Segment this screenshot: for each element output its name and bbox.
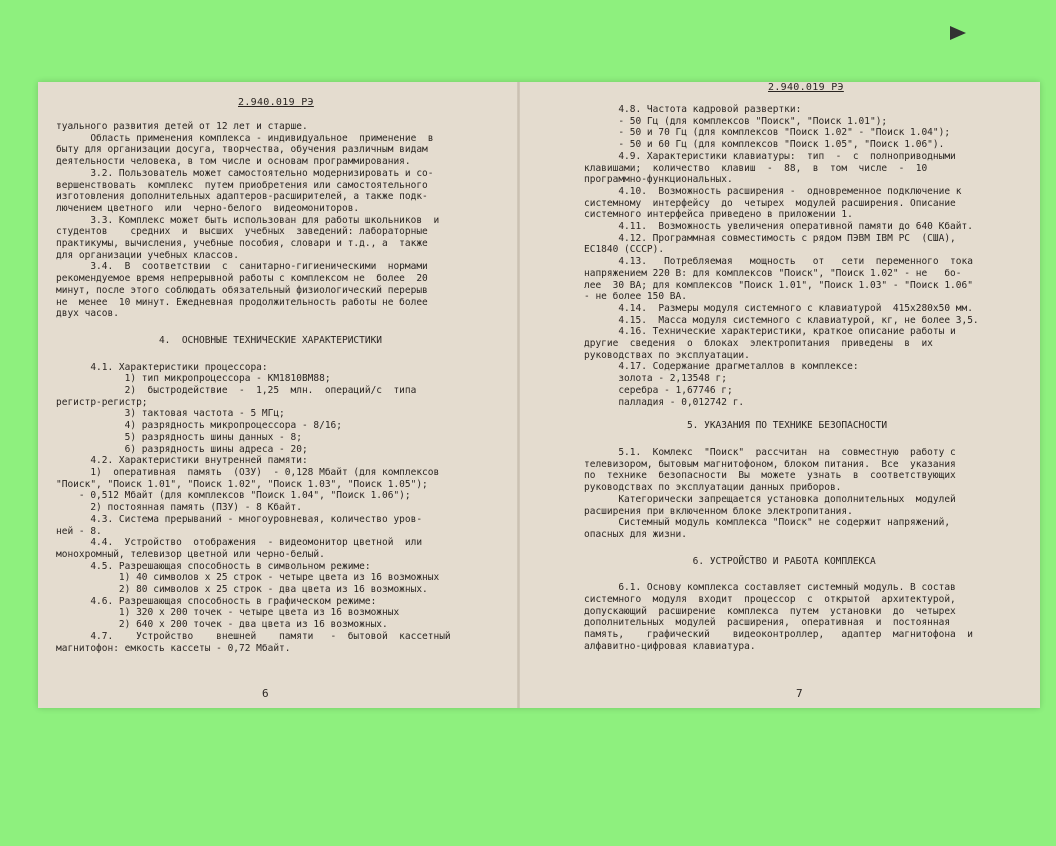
text-line: 4.12. Программная совместимость с рядом ПЭВМ IBM PC (США), bbox=[584, 232, 956, 244]
text-line: - 0,512 Мбайт (для комплексов "Поиск 1.04", "Поиск 1.06"); bbox=[56, 490, 411, 502]
text-line: допускающий расширение комплекса путем установки до четырех bbox=[584, 605, 956, 617]
right-page-body bbox=[584, 104, 1004, 653]
text-line: 4.14. Размеры модуля системного с клавиатурой 415x280x50 мм. bbox=[584, 302, 973, 314]
corner-arrow-icon bbox=[950, 26, 966, 40]
text-line: регистр-регистр; bbox=[56, 396, 148, 408]
text-line: лючением цветного или черно-белого видеомониторов. bbox=[56, 202, 360, 214]
text-line: 2) постоянная память (ПЗУ) - 8 Кбайт. bbox=[56, 502, 302, 514]
text-line: - не более 150 ВА. bbox=[584, 291, 687, 303]
text-line: 5) разрядность шины данных - 8; bbox=[56, 431, 302, 443]
text-line: опасных для жизни. bbox=[584, 528, 687, 540]
text-line: напряжением 220 В: для комплексов "Поиск", "Поиск 1.02" - не бо- bbox=[584, 267, 962, 279]
text-line: 4.1. Характеристики процессора: bbox=[56, 361, 268, 373]
text-line: системному интерфейсу до четырех модулей расширения. Описание bbox=[584, 197, 956, 209]
section-heading: 4. ОСНОВНЫЕ ТЕХНИЧЕСКИЕ ХАРАКТЕРИСТИКИ bbox=[56, 334, 383, 346]
right-page bbox=[584, 82, 1004, 708]
text-line: лее 30 ВА; для комплексов "Поиск 1.01", "Поиск 1.03" - "Поиск 1.06" bbox=[584, 279, 973, 291]
text-line: - 50 и 60 Гц (для комплексов "Поиск 1.05", "Поиск 1.06"). bbox=[584, 139, 945, 151]
left-page-number: 6 bbox=[262, 687, 269, 700]
text-line: 5.1. Комлекс "Поиск" рассчитан на совместную работу с bbox=[584, 446, 956, 458]
text-line: 4.17. Содержание драгметаллов в комплексе: bbox=[584, 361, 859, 373]
text-line: 4.8. Частота кадровой развертки: bbox=[584, 104, 802, 115]
booklet-spread bbox=[38, 82, 1040, 708]
text-line: палладия - 0,012742 г. bbox=[584, 396, 745, 408]
text-line: золота - 2,13548 г; bbox=[584, 373, 727, 385]
text-line: практикумы, вычисления, учебные пособия, словари и т.д., а также bbox=[56, 238, 428, 250]
text-line: 3.3. Комплекс может быть использован для работы школьников и bbox=[56, 214, 440, 226]
text-line: вершенствовать комплекс путем приобретения или самостоятельного bbox=[56, 179, 428, 191]
text-line: туального развития детей от 12 лет и старше. bbox=[56, 121, 308, 132]
text-line: деятельности человека, в том числе и основам программирования. bbox=[56, 156, 411, 168]
text-line: программно-функциональных. bbox=[584, 174, 733, 186]
text-line: 4.11. Возможность увеличения оперативной памяти до 640 Кбайт. bbox=[584, 221, 973, 233]
text-line: алфавитно-цифровая клавиатура. bbox=[584, 640, 756, 652]
text-line: системного интерфейса приведено в приложении 1. bbox=[584, 209, 853, 221]
text-line: 2) 80 символов x 25 строк - два цвета из 16 возможных. bbox=[56, 584, 428, 596]
text-line: быту для организации досуга, творчества, обучения различным видам bbox=[56, 144, 428, 156]
text-line: 4.3. Система прерываний - многоуровневая, количество уров- bbox=[56, 513, 423, 525]
text-line: Область применения комплекса - индивидуальное применение в bbox=[56, 132, 434, 144]
text-line: монохромный, телевизор цветной или черно-белый. bbox=[56, 548, 325, 560]
section-heading: 5. УКАЗАНИЯ ПО ТЕХНИКЕ БЕЗОПАСНОСТИ bbox=[584, 420, 888, 432]
text-line: не менее 10 минут. Ежедневная продолжительность работы не более bbox=[56, 296, 428, 308]
text-line: 6) разрядность шины адреса - 20; bbox=[56, 443, 308, 455]
text-line: дополнительных модулей расширения, оперативная и постоянная bbox=[584, 617, 951, 629]
text-line: ЕС1840 (СССР). bbox=[584, 244, 665, 256]
text-line: 2) 640 x 200 точек - два цвета из 16 возможных. bbox=[56, 619, 388, 631]
text-line: минут, после этого соблюдать обязательный физиологический перерыв bbox=[56, 284, 428, 296]
left-page-header: 2.940.019 РЭ bbox=[238, 97, 314, 108]
text-line: 2) быстродействие - 1,25 млн. операций/с типа bbox=[56, 385, 417, 397]
text-line: 1) 320 x 200 точек - четыре цвета из 16 возможных bbox=[56, 607, 400, 619]
text-line: серебра - 1,67746 г; bbox=[584, 384, 733, 396]
text-line: для организации учебных классов. bbox=[56, 249, 240, 261]
text-line: студентов средних и высших учебных заведений: лабораторные bbox=[56, 226, 428, 238]
text-line: системного модуля входит процессор с открытой архитектурой, bbox=[584, 594, 956, 606]
text-line: Системный модуль комплекса "Поиск" не содержит напряжений, bbox=[584, 517, 951, 529]
text-line: 4.7. Устройство внешней памяти - бытовой кассетный bbox=[56, 630, 451, 642]
left-page bbox=[56, 82, 474, 708]
text-line: двух часов. bbox=[56, 308, 119, 320]
text-line: 4.2. Характеристики внутренней памяти: bbox=[56, 455, 308, 467]
text-line: 4.6. Разрешающая способность в графическом режиме: bbox=[56, 595, 377, 607]
text-line: "Поиск", "Поиск 1.01", "Поиск 1.02", "Поиск 1.03", "Поиск 1.05"); bbox=[56, 478, 428, 490]
booklet-spine bbox=[517, 82, 520, 708]
text-line: магнитофон: емкость кассеты - 0,72 Мбайт. bbox=[56, 642, 291, 654]
text-line: 6.1. Основу комплекса составляет системный модуль. В состав bbox=[584, 582, 956, 594]
left-page-body bbox=[56, 121, 474, 654]
right-page-number: 7 bbox=[796, 687, 803, 700]
text-line: 3.2. Пользователь может самостоятельно модернизировать и со- bbox=[56, 167, 434, 179]
text-line: 4.10. Возможность расширения - одновременное подключение к bbox=[584, 185, 962, 197]
text-line: другие сведения о блоках электропитания приведены в их bbox=[584, 338, 933, 350]
text-line: изготовления дополнительных адаптеров-расширителей, а также подк- bbox=[56, 191, 428, 203]
text-line: 4) разрядность микропроцессора - 8/16; bbox=[56, 420, 342, 432]
text-line: ней - 8. bbox=[56, 525, 102, 537]
text-line: 4.15. Масса модуля системного с клавиатурой, кг, не более 3,5. bbox=[584, 314, 979, 326]
text-line: 3) тактовая частота - 5 МГц; bbox=[56, 408, 285, 420]
text-line: 1) 40 символов x 25 строк - четыре цвета из 16 возможных bbox=[56, 572, 440, 584]
text-line: - 50 Гц (для комплексов "Поиск", "Поиск 1.01"); bbox=[584, 115, 888, 127]
text-line: 4.13. Потребляемая мощность от сети переменного тока bbox=[584, 256, 973, 268]
text-line: по технике безопасности Вы можете узнать в соответствующих bbox=[584, 470, 956, 482]
text-line: руководствах по эксплуатации. bbox=[584, 349, 750, 361]
text-line: расширения при включенном блоке электропитания. bbox=[584, 505, 853, 517]
text-line: 1) тип микропроцессора - КМ1810ВМ88; bbox=[56, 373, 331, 385]
right-page-header: 2.940.019 РЭ bbox=[768, 82, 844, 93]
text-line: Категорически запрещается установка дополнительных модулей bbox=[584, 493, 956, 505]
text-line: - 50 и 70 Гц (для комплексов "Поиск 1.02" - "Поиск 1.04"); bbox=[584, 127, 951, 139]
section-heading: 6. УСТРОЙСТВО И РАБОТА КОМПЛЕКСА bbox=[584, 555, 876, 567]
text-line: телевизором, бытовым магнитофоном, блоком питания. Все указания bbox=[584, 458, 956, 470]
text-line: клавишами; количество клавиш - 88, в том числе - 10 bbox=[584, 162, 928, 174]
text-line: 4.4. Устройство отображения - видеомонитор цветной или bbox=[56, 537, 423, 549]
text-line: 4.16. Технические характеристики, краткое описание работы и bbox=[584, 326, 956, 338]
text-line: руководствах по эксплуатации данных приборов. bbox=[584, 482, 842, 494]
text-line: 4.5. Разрешающая способность в символьном режиме: bbox=[56, 560, 371, 572]
text-line: 3.4. В соответствии с санитарно-гигиеническими нормами bbox=[56, 261, 428, 273]
text-line: 1) оперативная память (ОЗУ) - 0,128 Мбайт (для комплексов bbox=[56, 466, 440, 478]
text-line: рекомендуемое время непрерывной работы с комплексом не более 20 bbox=[56, 273, 428, 285]
text-line: 4.9. Характеристики клавиатуры: тип - с полноприводными bbox=[584, 150, 956, 162]
text-line: память, графический видеоконтроллер, адаптер магнитофона и bbox=[584, 629, 973, 641]
